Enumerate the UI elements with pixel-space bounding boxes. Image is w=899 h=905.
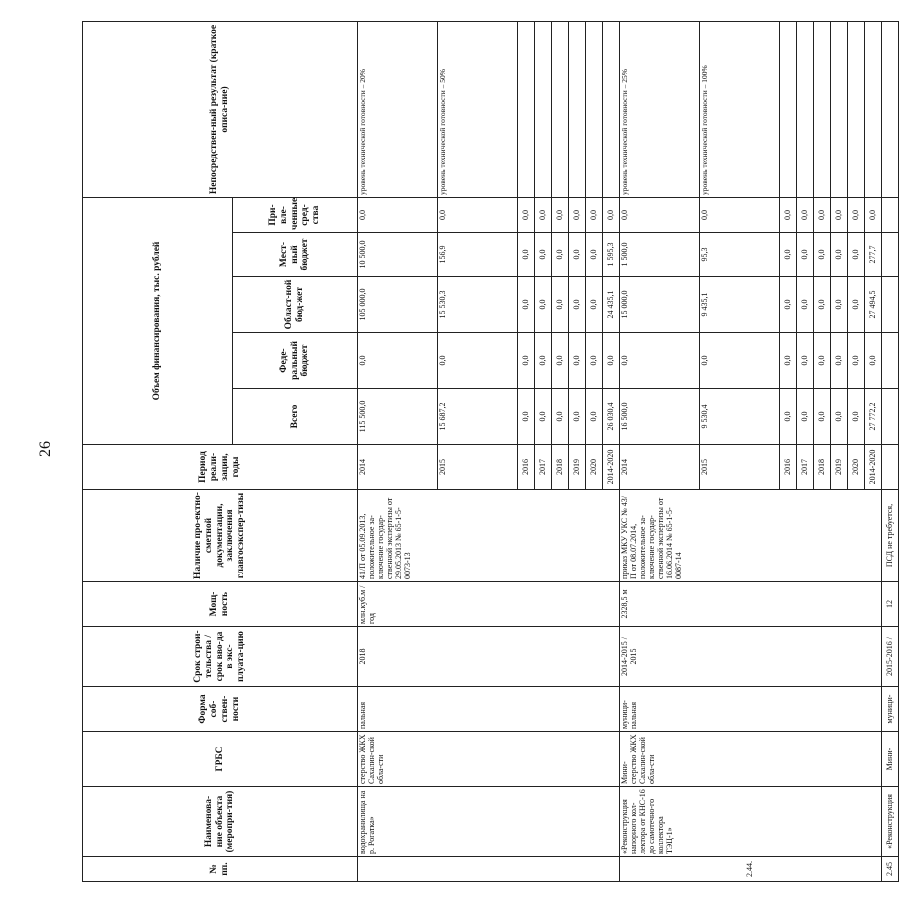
cell-grbs: стерство ЖКХ Сахалин-ской обла-сти	[358, 732, 620, 787]
cell-local: 0,0	[535, 233, 552, 277]
cell-term: 2018	[358, 627, 620, 687]
cell-result	[535, 22, 552, 198]
cell-regional: 0,0	[780, 277, 797, 333]
cell-regional: 0,0	[569, 277, 586, 333]
cell-ownership: пальная	[358, 687, 620, 732]
cell-federal: 0,0	[848, 333, 865, 389]
col-header-result: Непосредствен-ный результат (краткое описа-ние)	[83, 22, 358, 198]
cell-result	[814, 22, 831, 198]
cell-year: 2014	[358, 445, 438, 490]
table-row	[882, 22, 899, 882]
cell-federal	[882, 333, 899, 389]
col-header-federal: Феде-ральный бюджет	[233, 333, 358, 389]
cell-local: 0,0	[518, 233, 535, 277]
cell-total: 0,0	[780, 389, 797, 445]
cell-year: 2018	[552, 445, 569, 490]
cell-other: 0,0	[569, 198, 586, 233]
cell-local: 95,3	[700, 233, 780, 277]
cell-year: 2014-2020	[603, 445, 620, 490]
cell-year: 2020	[848, 445, 865, 490]
cell-result	[797, 22, 814, 198]
cell-capacity: млн.куб.м /год	[358, 582, 620, 627]
cell-capacity: 12	[882, 582, 899, 627]
cell-total: 0,0	[535, 389, 552, 445]
cell-federal: 0,0	[603, 333, 620, 389]
cell-term: 2014-2015 / 2015	[620, 627, 882, 687]
cell-other: 0,0	[535, 198, 552, 233]
cell-federal: 0,0	[586, 333, 603, 389]
col-header-ownership: Форма соб-ствен-ности	[83, 687, 358, 732]
cell-local: 277,7	[865, 233, 882, 277]
cell-year: 2016	[518, 445, 535, 490]
cell-year	[882, 445, 899, 490]
cell-federal: 0,0	[552, 333, 569, 389]
cell-grbs: Мини-стерство ЖКХ Сахалин-ской обла-сти	[620, 732, 882, 787]
col-header-funding: Объем финансирования, тыс. рублей	[83, 198, 233, 445]
cell-regional: 0,0	[814, 277, 831, 333]
cell-federal: 0,0	[358, 333, 438, 389]
cell-object-name: «Реконструкция	[882, 787, 899, 857]
col-header-name: Наименова-ние объекта (меропри-тия)	[83, 787, 358, 857]
cell-total: 0,0	[848, 389, 865, 445]
cell-total: 27 772,2	[865, 389, 882, 445]
cell-total: 0,0	[586, 389, 603, 445]
cell-year: 2015	[700, 445, 780, 490]
cell-local: 0,0	[848, 233, 865, 277]
cell-ownership: муници-	[882, 687, 899, 732]
cell-total: 0,0	[518, 389, 535, 445]
cell-year: 2017	[535, 445, 552, 490]
cell-result	[882, 22, 899, 198]
cell-year: 2014-2020	[865, 445, 882, 490]
col-header-local: Мест-ный бюджет	[233, 233, 358, 277]
cell-other: 0,0	[780, 198, 797, 233]
cell-local: 0,0	[569, 233, 586, 277]
cell-local: 1 500,0	[620, 233, 700, 277]
cell-total: 115 500,0	[358, 389, 438, 445]
cell-result	[780, 22, 797, 198]
cell-result	[586, 22, 603, 198]
cell-num: 2.44.	[620, 857, 882, 882]
cell-regional: 0,0	[848, 277, 865, 333]
col-header-grbs: ГРБС	[83, 732, 358, 787]
cell-total: 26 030,4	[603, 389, 620, 445]
cell-result: уровень технической готовности – 100%	[700, 22, 780, 198]
cell-object-name: водохранилища на р. Рогатка»	[358, 787, 620, 857]
cell-year: 2019	[569, 445, 586, 490]
cell-local: 156,9	[438, 233, 518, 277]
cell-year: 2016	[780, 445, 797, 490]
cell-regional: 0,0	[552, 277, 569, 333]
cell-regional: 0,0	[518, 277, 535, 333]
cell-local: 10 500,0	[358, 233, 438, 277]
cell-result	[603, 22, 620, 198]
cell-result	[865, 22, 882, 198]
cell-federal: 0,0	[831, 333, 848, 389]
cell-local: 1 595,3	[603, 233, 620, 277]
cell-federal: 0,0	[700, 333, 780, 389]
cell-total: 0,0	[814, 389, 831, 445]
cell-other: 0,0	[797, 198, 814, 233]
header-row-1	[83, 22, 233, 882]
cell-result	[552, 22, 569, 198]
cell-total: 0,0	[797, 389, 814, 445]
cell-other: 0,0	[518, 198, 535, 233]
cell-total: 9 530,4	[700, 389, 780, 445]
cell-local: 0,0	[831, 233, 848, 277]
page-number: 26	[37, 441, 54, 457]
cell-other: 0,0	[814, 198, 831, 233]
col-header-num: № пп.	[83, 857, 358, 882]
cell-regional: 15 000,0	[620, 277, 700, 333]
cell-result: уровень технической готовности – 50%	[438, 22, 518, 198]
table-row	[620, 22, 700, 882]
table-stage	[82, 22, 894, 882]
financing-table	[82, 21, 899, 882]
cell-regional: 9 435,1	[700, 277, 780, 333]
cell-capacity: 2328,5 м	[620, 582, 882, 627]
cell-other	[882, 198, 899, 233]
cell-other: 0,0	[358, 198, 438, 233]
rotated-table-wrapper	[82, 22, 894, 882]
cell-other: 0,0	[848, 198, 865, 233]
cell-federal: 0,0	[814, 333, 831, 389]
cell-regional: 0,0	[586, 277, 603, 333]
cell-other: 0,0	[586, 198, 603, 233]
cell-year: 2019	[831, 445, 848, 490]
cell-local: 0,0	[586, 233, 603, 277]
cell-year: 2015	[438, 445, 518, 490]
cell-year: 2014	[620, 445, 700, 490]
cell-result: уровень технической готовности – 20%	[358, 22, 438, 198]
cell-federal: 0,0	[438, 333, 518, 389]
cell-local: 0,0	[552, 233, 569, 277]
cell-regional: 0,0	[797, 277, 814, 333]
cell-total: 16 500,0	[620, 389, 700, 445]
cell-result: уровень технической готовности – 25%	[620, 22, 700, 198]
cell-other: 0,0	[603, 198, 620, 233]
cell-other: 0,0	[865, 198, 882, 233]
cell-regional: 24 435,1	[603, 277, 620, 333]
col-header-total: Всего	[233, 389, 358, 445]
cell-federal: 0,0	[569, 333, 586, 389]
cell-federal: 0,0	[620, 333, 700, 389]
cell-federal: 0,0	[865, 333, 882, 389]
cell-other: 0,0	[700, 198, 780, 233]
cell-total: 0,0	[831, 389, 848, 445]
cell-federal: 0,0	[535, 333, 552, 389]
cell-regional: 105 000,0	[358, 277, 438, 333]
cell-result	[831, 22, 848, 198]
cell-object-name: «Реконструкция напорного кол-лектора от КНС-16 до самотечно-го коллектора ТЭЦ-1»	[620, 787, 882, 857]
cell-regional	[882, 277, 899, 333]
table-row	[358, 22, 438, 882]
cell-grbs: Мини-	[882, 732, 899, 787]
cell-other: 0,0	[438, 198, 518, 233]
cell-docs: ПСД не требуется,	[882, 490, 899, 582]
cell-term: 2015-2016 /	[882, 627, 899, 687]
col-header-regional: Област-ной бюд-жет	[233, 277, 358, 333]
cell-other: 0,0	[620, 198, 700, 233]
cell-docs: 41/П от 05.09.2013, положительное за-ключение государ-ственной экспертизы от 29.05.2013 № 65-1-5-0073-13	[358, 490, 620, 582]
cell-year: 2017	[797, 445, 814, 490]
cell-regional: 15 530,3	[438, 277, 518, 333]
cell-year: 2018	[814, 445, 831, 490]
cell-regional: 0,0	[535, 277, 552, 333]
col-header-period: Период реали-зации, годы	[83, 445, 358, 490]
col-header-docs: Наличие про-ектно-сметной документации, заключения главгосэкспер-тизы	[83, 490, 358, 582]
cell-result	[518, 22, 535, 198]
cell-num	[358, 857, 620, 882]
cell-num: 2.45	[882, 857, 899, 882]
cell-result	[848, 22, 865, 198]
cell-total: 0,0	[552, 389, 569, 445]
col-header-other: При-вле-ченные сред-ства	[233, 198, 358, 233]
cell-federal: 0,0	[518, 333, 535, 389]
cell-total: 15 687,2	[438, 389, 518, 445]
cell-year: 2020	[586, 445, 603, 490]
cell-local: 0,0	[780, 233, 797, 277]
cell-total: 0,0	[569, 389, 586, 445]
cell-other: 0,0	[831, 198, 848, 233]
cell-docs: приказ МКУ УКС № 43/П от 08.07.2014, положительное за-ключение государ-ственной экспертизы от 16.06.2014 № 65-1-5-0087-14	[620, 490, 882, 582]
cell-local	[882, 233, 899, 277]
cell-total	[882, 389, 899, 445]
cell-federal: 0,0	[780, 333, 797, 389]
cell-other: 0,0	[552, 198, 569, 233]
cell-regional: 0,0	[831, 277, 848, 333]
col-header-capacity: Мощ-ность	[83, 582, 358, 627]
cell-federal: 0,0	[797, 333, 814, 389]
cell-local: 0,0	[797, 233, 814, 277]
col-header-term: Срок строи-тельства / срок вво-да в экс-плуата-цию	[83, 627, 358, 687]
cell-local: 0,0	[814, 233, 831, 277]
cell-ownership: муници-пальная	[620, 687, 882, 732]
cell-regional: 27 494,5	[865, 277, 882, 333]
cell-result	[569, 22, 586, 198]
